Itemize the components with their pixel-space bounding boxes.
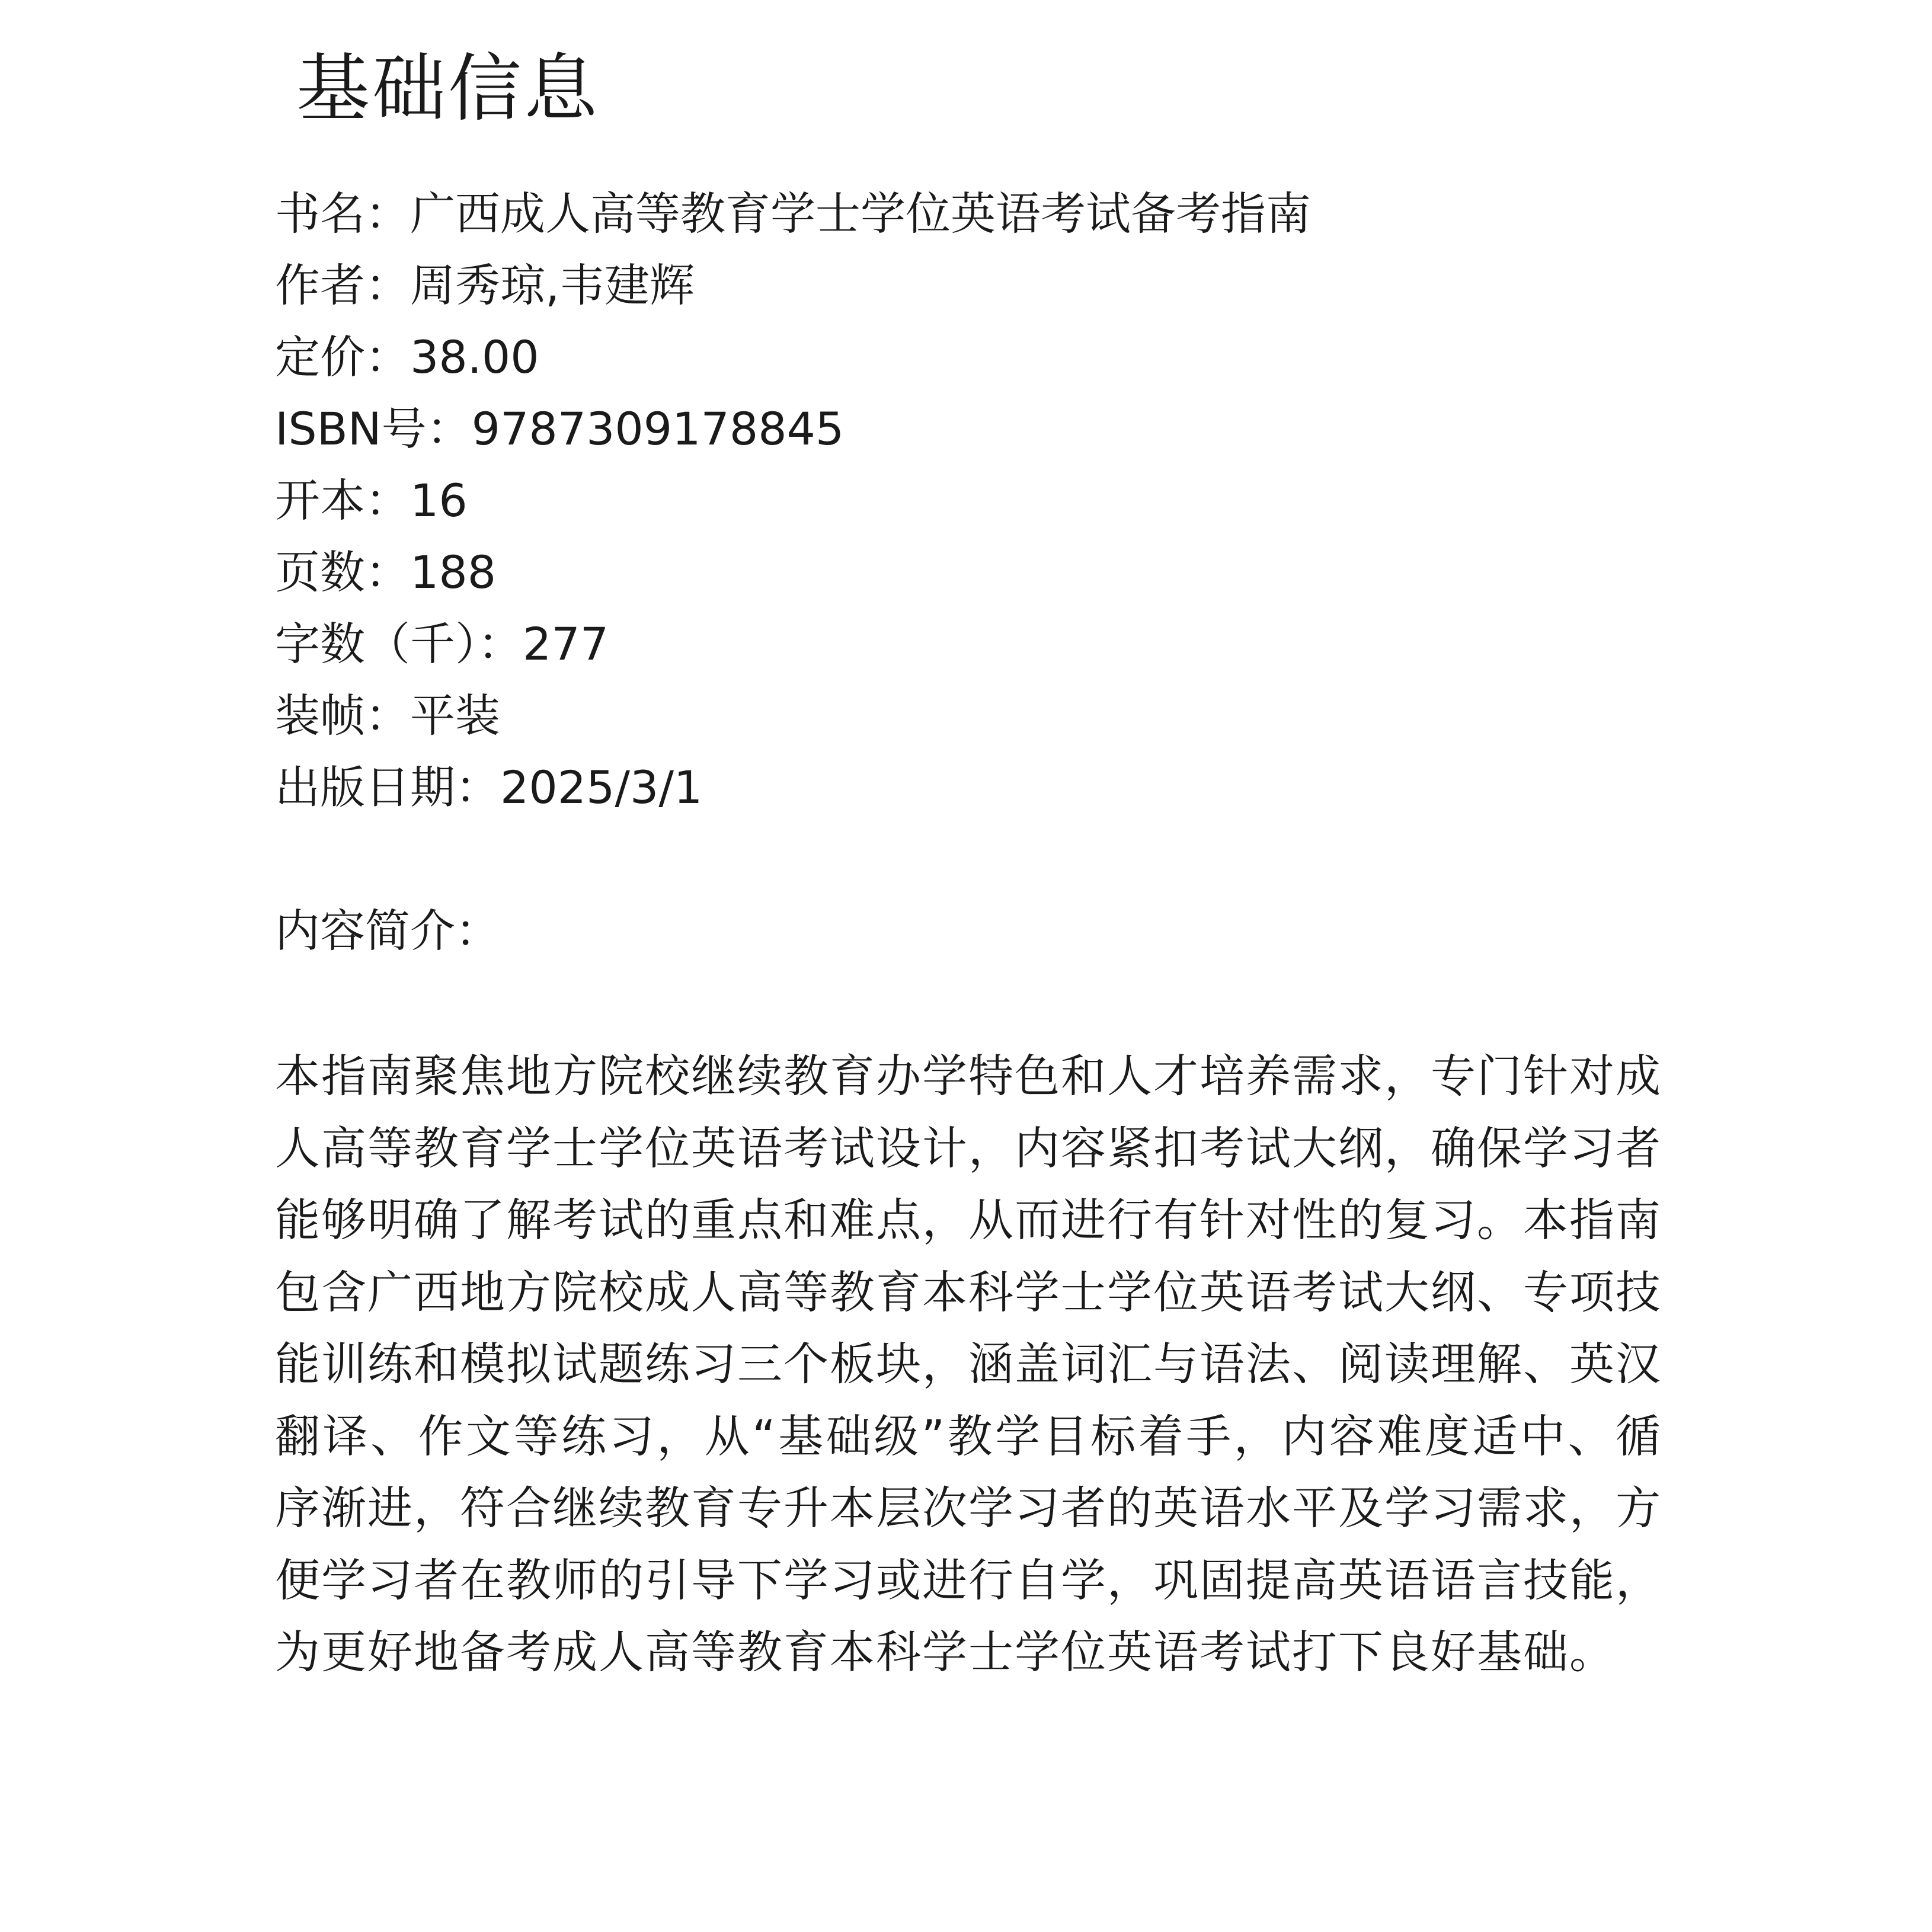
- info-row-word-count: [275, 608, 1311, 680]
- info-row-title: [275, 178, 1311, 250]
- info-row-isbn: [275, 393, 1311, 465]
- info-list: [275, 178, 1311, 823]
- info-value: 广西成人高等教育学士学位英语考试备考指南: [410, 187, 1311, 240]
- info-label: 开本：: [275, 474, 410, 527]
- info-row-binding: [275, 680, 1311, 751]
- intro-paragraph: 本指南聚焦地方院校继续教育办学特色和人才培养需求，专门针对成人高等教育学士学位英语考试设计，内容紧扣考试大纲，确保学习者能够明确了解考试的重点和难点，从而进行有针对性的复习。本指南包含广西地方院校成人高等教育本科学士学位英语考试大纲、专项技能训练和模拟试题练习三个板块，涵盖词汇与语法、阅读理解、英汉翻译、作文等练习，从“基础级”教学目标着手，内容难度适中、循序渐进，符合继续教育专升本层次学习者的英语水平及学习需求，方便学习者在教师的引导下学习或进行自学，巩固提高英语语言技能，为更好地备考成人高等教育本科学士学位英语考试打下良好基础。: [275, 1050, 1662, 1678]
- info-label: 作者：: [275, 259, 410, 312]
- info-row-format: [275, 465, 1311, 536]
- info-value: 277: [523, 618, 609, 670]
- intro-heading: 内容简介：: [275, 904, 500, 957]
- info-value: 38.00: [410, 331, 539, 383]
- info-value: 16: [410, 474, 468, 527]
- info-row-price: [275, 321, 1311, 393]
- info-label: 定价：: [275, 331, 410, 383]
- info-value: 平装: [410, 689, 500, 742]
- info-row-pages: [275, 536, 1311, 608]
- info-label: 书名：: [275, 187, 410, 240]
- info-value: 9787309178845: [471, 402, 845, 455]
- info-row-author: [275, 250, 1311, 321]
- info-label: 出版日期：: [275, 761, 500, 814]
- info-value: 188: [410, 546, 497, 599]
- info-value: 周秀琼,韦建辉: [410, 259, 695, 312]
- info-label: ISBN号：: [275, 402, 472, 455]
- page-title: 基础信息: [296, 46, 600, 132]
- info-label: 装帧：: [275, 689, 410, 742]
- info-value: 2025/3/1: [500, 761, 703, 814]
- info-label: 字数（千）：: [275, 618, 523, 670]
- info-label: 页数：: [275, 546, 410, 599]
- info-row-publish-date: [275, 751, 1311, 823]
